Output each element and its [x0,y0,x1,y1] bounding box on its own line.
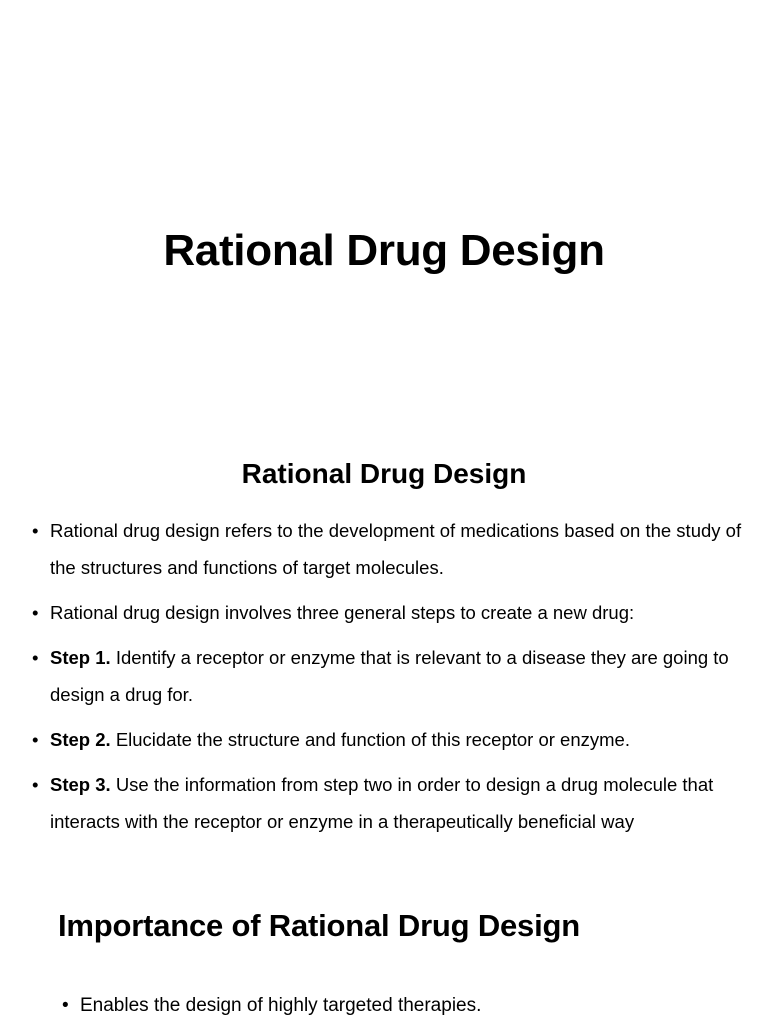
bullet-dot-icon: • [32,602,39,623]
step-label: Step 3. [50,774,111,795]
bullet-text: Rational drug design refers to the development of medications based on the study of the structures and functions of target molecules. [50,520,742,578]
bullet-item-importance [58,988,748,1024]
bullet-text: Identify a receptor or enzyme that is relevant to a disease they are going to design a drug for. [50,647,729,705]
step-label: Step 1. [50,647,111,668]
importance-heading: Importance of Rational Drug Design [58,908,580,943]
bullet-text: Rational drug design involves three general steps to create a new drug: [50,602,635,623]
bullet-item-step-2 [28,721,743,758]
importance-bullet-list [58,988,748,1032]
bullet-dot-icon: • [32,647,39,668]
bullet-text: Enables the design of highly targeted therapies. [80,995,482,1016]
bullet-text: Elucidate the structure and function of this receptor or enzyme. [115,729,630,750]
bullet-dot-icon: • [32,729,39,750]
bullet-item-steps-intro [28,594,743,631]
definition-bullet-list [28,512,743,848]
bullet-dot-icon: • [32,774,39,795]
bullet-text: Use the information from step two in order to design a drug molecule that interacts with the receptor or enzyme in a therapeutically beneficial way [50,774,714,832]
bullet-item-definition [28,512,743,586]
bullet-item-step-1 [28,639,743,713]
bullet-dot-icon: • [32,520,39,541]
step-label: Step 2. [50,729,111,750]
slide-title: Rational Drug Design [163,226,605,275]
section-heading: Rational Drug Design [241,458,527,489]
bullet-dot-icon: • [62,995,69,1016]
bullet-item-step-3 [28,766,743,840]
